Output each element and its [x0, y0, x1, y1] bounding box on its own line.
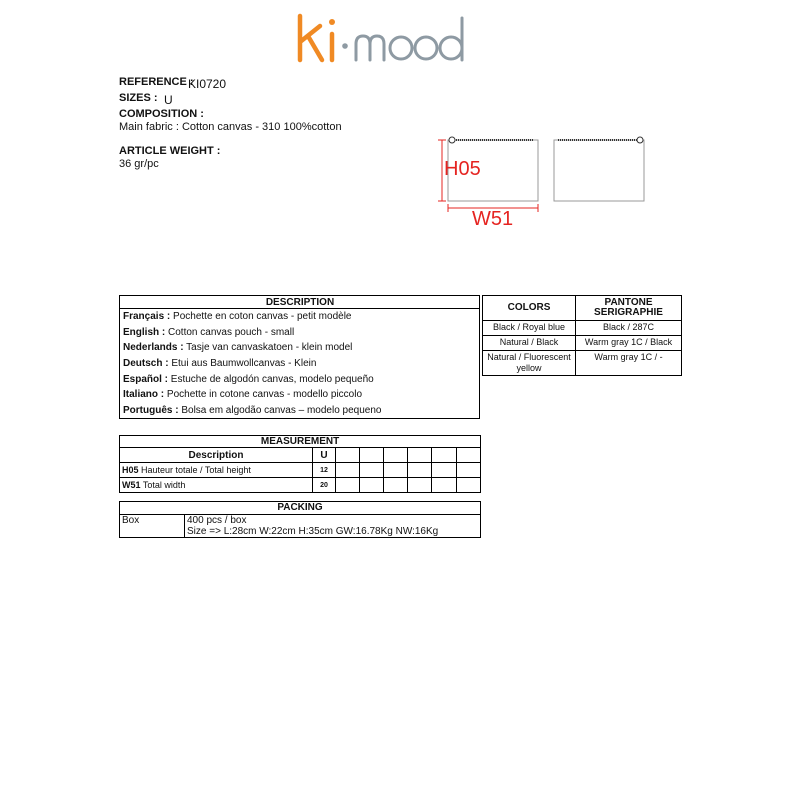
empty-cell	[408, 463, 432, 478]
measurement-value: 20	[313, 478, 336, 493]
language-label: Italiano :	[123, 389, 165, 401]
measurement-text: Total width	[140, 480, 186, 490]
empty-cell	[360, 478, 384, 493]
measurement-table	[119, 435, 481, 493]
sizes-label: SIZES :	[119, 92, 158, 104]
pouch-back-outline	[554, 140, 644, 201]
language-label: Nederlands :	[123, 342, 184, 354]
packing-label: Box	[120, 515, 185, 538]
measurement-title: MEASUREMENT	[120, 436, 481, 448]
empty-cell	[457, 448, 481, 463]
color-row	[483, 321, 682, 336]
measurement-row	[120, 478, 481, 493]
language-label: Español :	[123, 373, 169, 385]
pantone-cell: Warm gray 1C / Black	[576, 336, 682, 351]
description-text: Etui aus Baumwollcanvas - Klein	[168, 358, 317, 370]
pantone-cell: Black / 287C	[576, 321, 682, 336]
weight-label: ARTICLE WEIGHT :	[119, 145, 221, 157]
empty-cell	[432, 448, 457, 463]
measurement-description-header: Description	[120, 448, 313, 463]
composition-label: COMPOSITION :	[119, 108, 204, 120]
logo-k-mark	[300, 16, 322, 60]
pouch-back-zip-pull	[637, 137, 643, 143]
description-row	[120, 371, 480, 387]
language-label: Français :	[123, 311, 171, 323]
empty-cell	[384, 463, 408, 478]
language-label: Deutsch :	[123, 358, 169, 370]
packing-details	[185, 515, 481, 538]
reference-value: KI0720	[188, 77, 227, 91]
description-text: Tasje van canvaskatoen - klein model	[183, 342, 353, 354]
colors-table	[482, 295, 682, 376]
description-text: Pochette in cotone canvas - modello piccolo	[164, 389, 363, 401]
logo-d-bowl	[440, 37, 462, 59]
sizes-value: U	[164, 93, 173, 107]
packing-title: PACKING	[120, 502, 481, 515]
description-text: Pochette en coton canvas - petit modèle	[170, 311, 352, 323]
color-row	[483, 336, 682, 351]
product-drawing	[434, 132, 664, 232]
empty-cell	[336, 463, 360, 478]
description-title: DESCRIPTION	[120, 296, 480, 309]
empty-cell	[360, 463, 384, 478]
logo-middle-dot	[342, 43, 348, 49]
kimood-logo	[290, 4, 490, 68]
colors-header: COLORS	[483, 296, 576, 321]
description-row	[120, 340, 480, 356]
description-text: Bolsa em algodão canvas – modelo pequeno	[178, 404, 382, 416]
logo-o1-mark	[390, 37, 412, 59]
pantone-cell: Warm gray 1C / -	[576, 351, 682, 376]
empty-cell	[384, 478, 408, 493]
measurement-text: Hauteur totale / Total height	[138, 465, 251, 475]
pouch-front-zip-pull	[449, 137, 455, 143]
logo-i-dot	[329, 19, 335, 25]
logo-m-mark	[356, 36, 384, 60]
color-cell: Natural / Fluorescent yellow	[483, 351, 576, 376]
packing-table	[119, 501, 481, 538]
description-text: Cotton canvas pouch - small	[165, 326, 295, 338]
measurement-code: H05	[122, 465, 139, 475]
measurement-size-header: U	[313, 448, 336, 463]
empty-cell	[408, 478, 432, 493]
reference-label: REFERENCE :	[119, 76, 194, 88]
height-dimension-label: H05	[444, 158, 481, 180]
weight-value: 36 gr/pc	[119, 158, 159, 170]
width-dimension-label: W51	[472, 208, 514, 230]
language-label: Português :	[123, 404, 179, 416]
packing-line-1: 400 pcs / box	[187, 515, 247, 526]
empty-cell	[457, 478, 481, 493]
empty-cell	[360, 448, 384, 463]
description-row	[120, 387, 480, 403]
packing-line-2: Size => L:28cm W:22cm H:35cm GW:16.78Kg NW:16Kg	[187, 526, 439, 537]
pantone-header: PANTONE SERIGRAPHIE	[576, 296, 682, 321]
empty-cell	[457, 463, 481, 478]
composition-value: Main fabric : Cotton canvas - 310 100%cotton	[119, 121, 342, 133]
language-label: English :	[123, 326, 166, 338]
empty-cell	[408, 448, 432, 463]
description-row	[120, 309, 480, 325]
empty-cell	[336, 448, 360, 463]
empty-cell	[336, 478, 360, 493]
logo-o2-mark	[415, 37, 437, 59]
measurement-row	[120, 463, 481, 478]
description-row	[120, 356, 480, 372]
description-row	[120, 325, 480, 341]
empty-cell	[432, 463, 457, 478]
description-table	[119, 295, 480, 419]
color-cell: Natural / Black	[483, 336, 576, 351]
color-cell: Black / Royal blue	[483, 321, 576, 336]
description-row	[120, 403, 480, 419]
color-row	[483, 351, 682, 376]
measurement-value: 12	[313, 463, 336, 478]
measurement-code: W51	[122, 480, 141, 490]
empty-cell	[384, 448, 408, 463]
empty-cell	[432, 478, 457, 493]
description-text: Estuche de algodón canvas, modelo pequeño	[168, 373, 374, 385]
